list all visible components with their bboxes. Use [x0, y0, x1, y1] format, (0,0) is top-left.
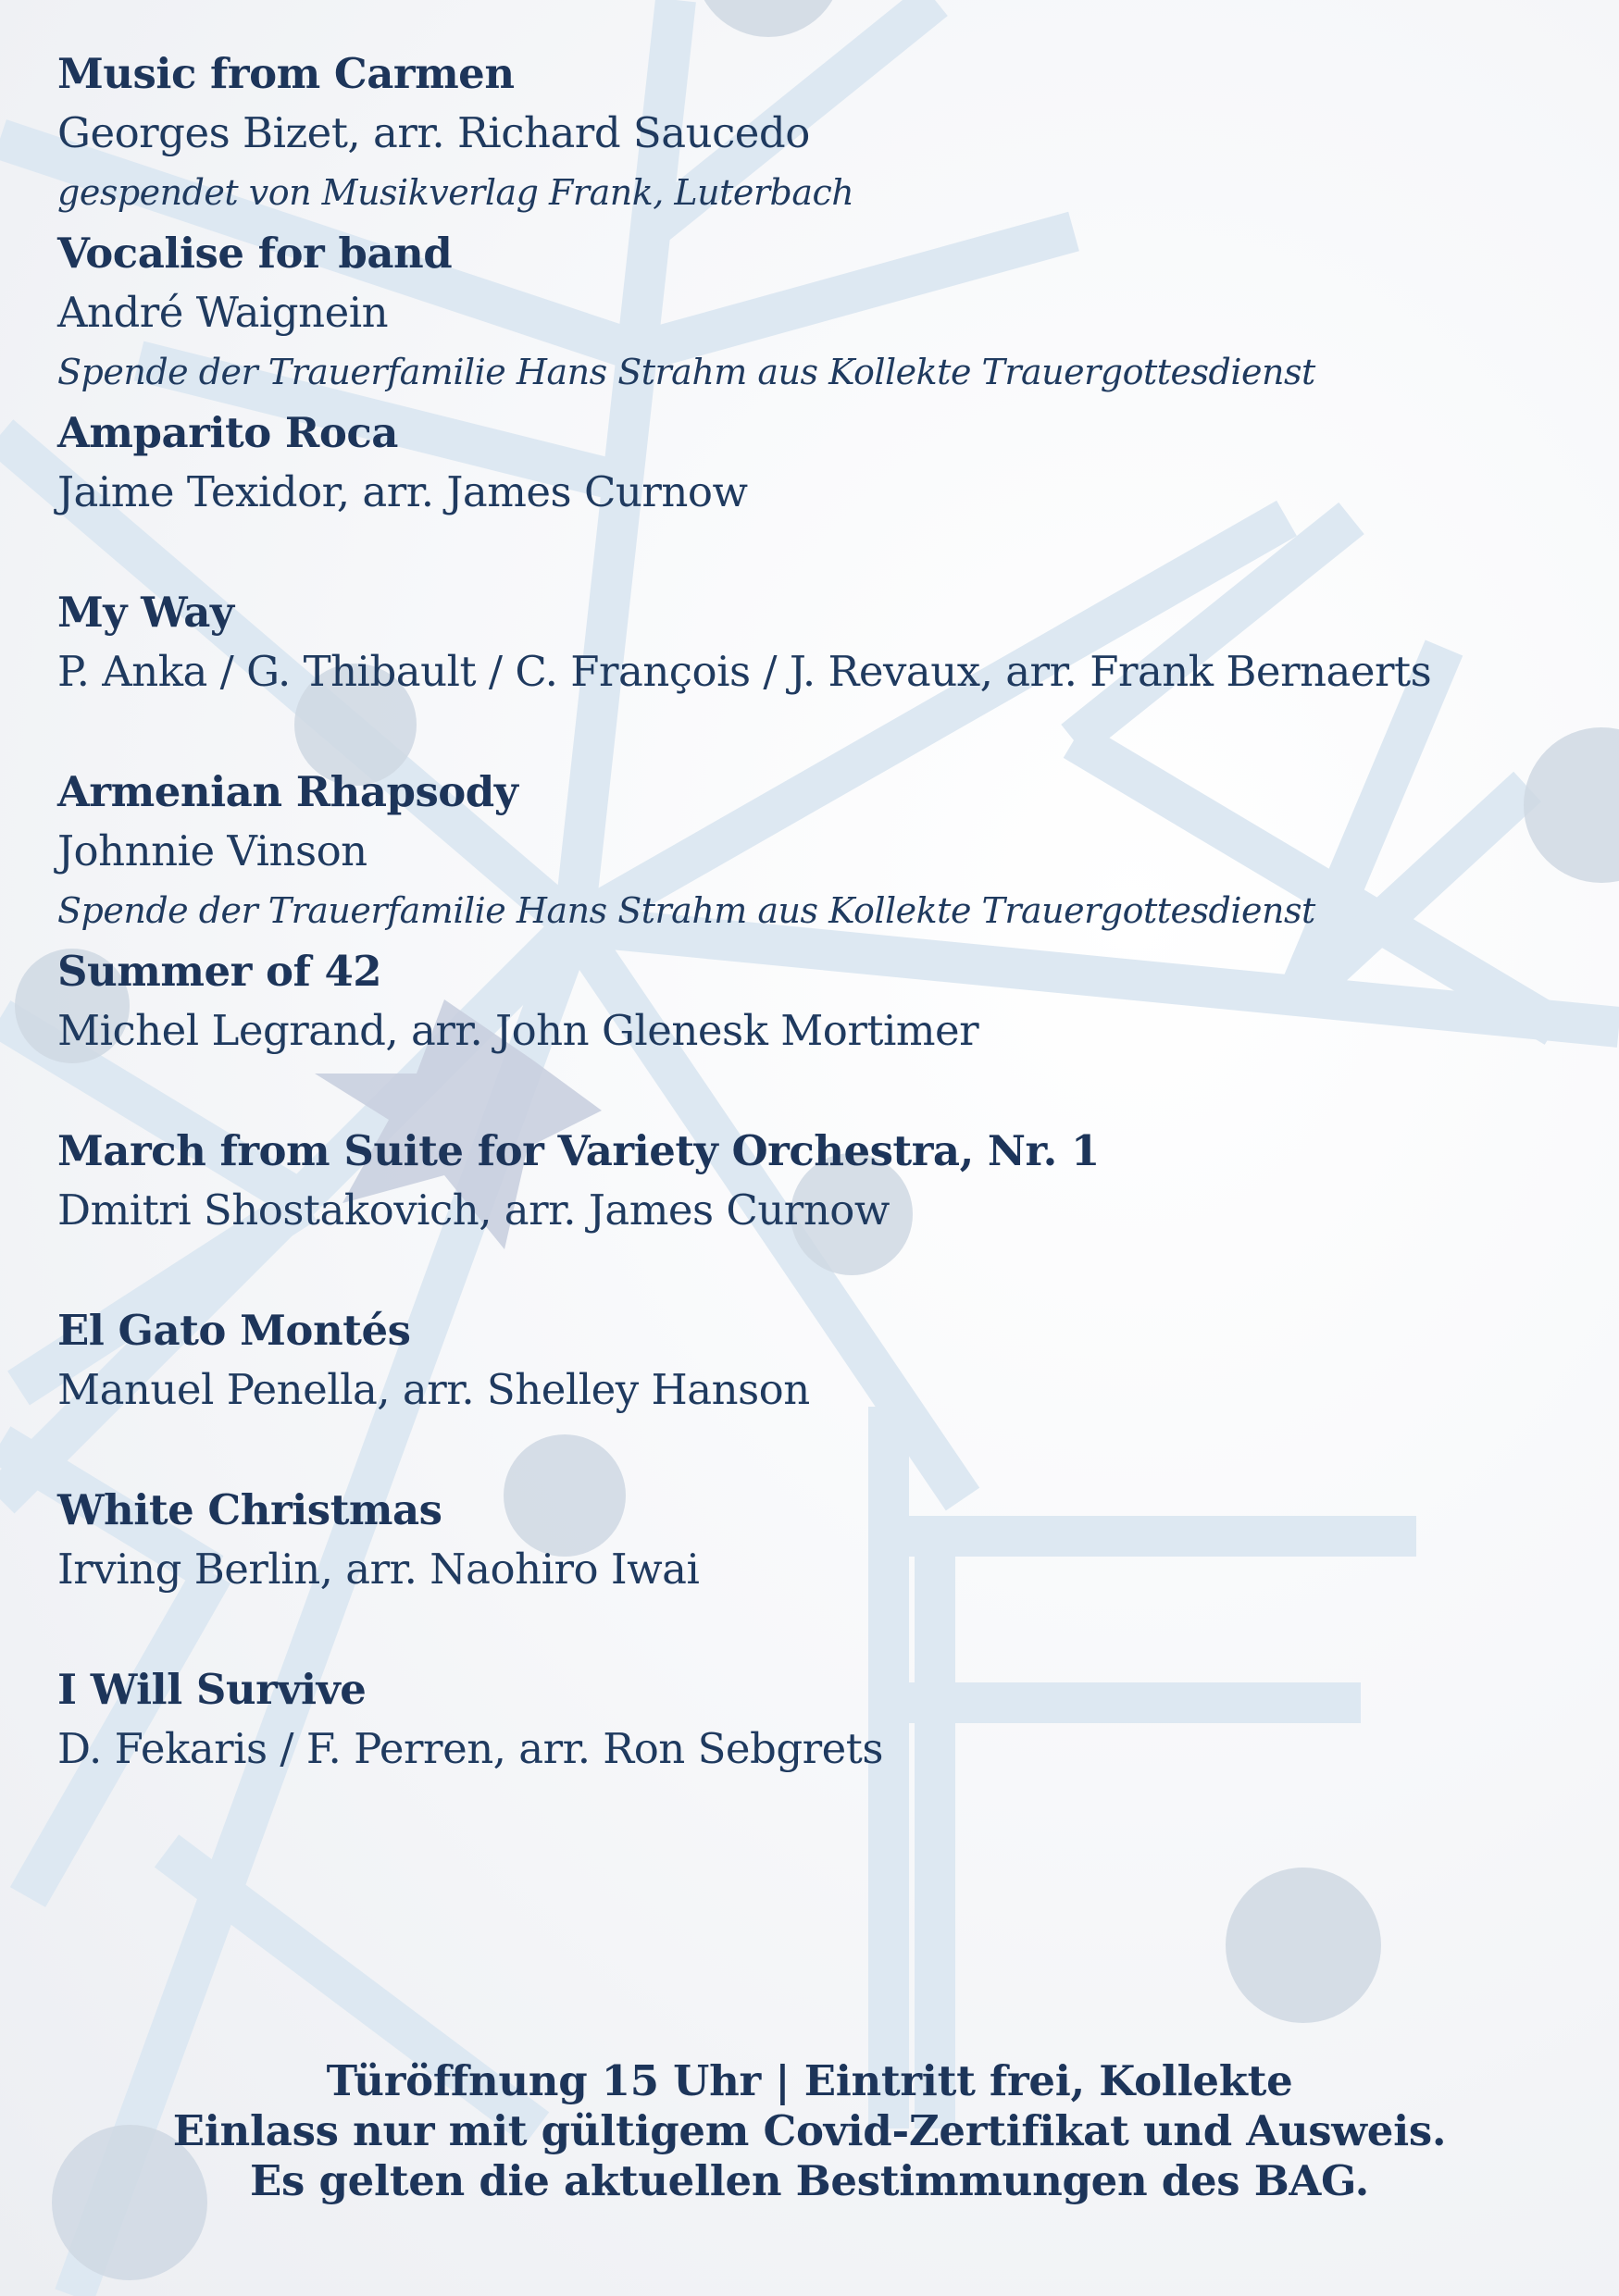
- program-item: [57, 224, 1575, 403]
- piece-composer: Johnnie Vinson: [57, 826, 367, 875]
- sponsor-note: Spende der Trauerfamilie Hans Strahm aus Kollekte Trauergottesdienst: [57, 352, 1315, 392]
- piece-title: March from Suite for Variety Orchestra, Nr. 1: [57, 1126, 1100, 1175]
- program-item: [57, 403, 1575, 583]
- piece-title: My Way: [57, 588, 234, 637]
- piece-title: White Christmas: [57, 1485, 442, 1534]
- piece-composer: Irving Berlin, arr. Naohiro Iwai: [57, 1545, 700, 1594]
- piece-title: El Gato Montés: [57, 1306, 411, 1355]
- program-item: [57, 942, 1575, 1122]
- piece-composer: Dmitri Shostakovich, arr. James Curnow: [57, 1185, 890, 1235]
- piece-composer: P. Anka / G. Thibault / C. François / J. Revaux, arr. Frank Bernaerts: [57, 647, 1432, 696]
- piece-title: Vocalise for band: [57, 229, 453, 278]
- piece-composer: André Waignein: [57, 288, 389, 337]
- piece-composer: Manuel Penella, arr. Shelley Hanson: [57, 1365, 810, 1414]
- piece-composer: D. Fekaris / F. Perren, arr. Ron Sebgrets: [57, 1724, 883, 1773]
- event-info: [0, 2056, 1619, 2206]
- piece-title: I Will Survive: [57, 1665, 367, 1714]
- program-item: [57, 1481, 1575, 1660]
- program-item: [57, 44, 1575, 224]
- program-item: [57, 763, 1575, 942]
- piece-title: Music from Carmen: [57, 49, 515, 98]
- piece-composer: Michel Legrand, arr. John Glenesk Mortimer: [57, 1006, 979, 1055]
- program-item: [57, 1122, 1575, 1301]
- regulations-info: Es gelten die aktuellen Bestimmungen des BAG.: [250, 2156, 1369, 2205]
- opening-info: Türöffnung 15 Uhr | Eintritt frei, Kollekte: [326, 2056, 1293, 2105]
- program-list: [57, 44, 1575, 1840]
- piece-title: Summer of 42: [57, 947, 382, 996]
- piece-title: Armenian Rhapsody: [57, 767, 518, 816]
- program-item: [57, 1660, 1575, 1840]
- program-item: [57, 1301, 1575, 1481]
- covid-info: Einlass nur mit gültigem Covid-Zertifikat und Ausweis.: [172, 2106, 1447, 2155]
- piece-composer: Georges Bizet, arr. Richard Saucedo: [57, 108, 810, 157]
- sponsor-note: Spende der Trauerfamilie Hans Strahm aus Kollekte Trauergottesdienst: [57, 890, 1315, 931]
- sponsor-note: gespendet von Musikverlag Frank, Luterbach: [57, 172, 854, 213]
- program-item: [57, 583, 1575, 763]
- piece-title: Amparito Roca: [57, 408, 398, 457]
- piece-composer: Jaime Texidor, arr. James Curnow: [57, 467, 748, 516]
